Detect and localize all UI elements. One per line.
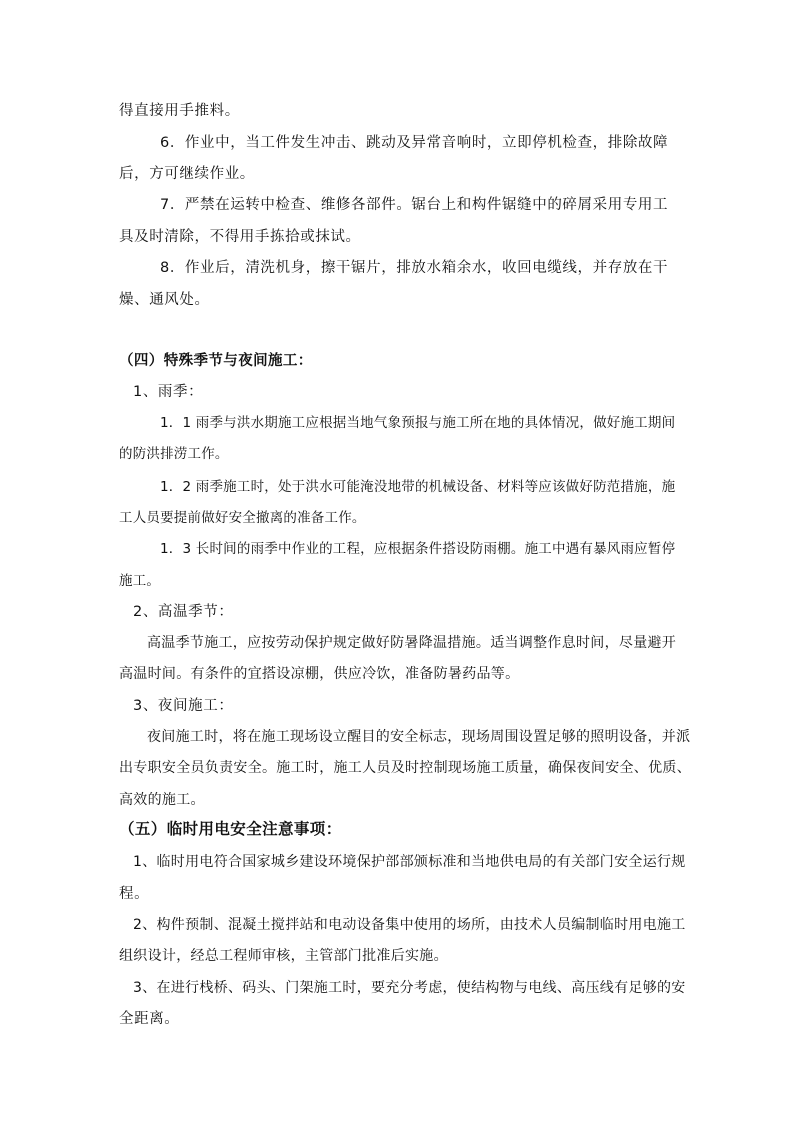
text-line: 程。 [119,886,150,902]
text-line: 1．3 长时间的雨季中作业的工程，应根据条件搭设防雨棚。施工中遇有暴风雨应暂停 [160,541,676,557]
text-line: 高温季节施工，应按劳动保护规定做好防暑降温措施。适当调整作息时间，尽量避开 [147,635,677,651]
text-line: 高效的施工。 [119,792,205,808]
text-line: 2、构件预制、混凝土搅拌站和电动设备集中使用的场所，由技术人员编制临时用电施工 [133,917,686,933]
subsection-heading: 2、高温季节： [133,604,234,620]
text-line: 8．作业后，清洗机身，擦干锯片，排放水箱余水，收回电缆线，并存放在干 [160,260,669,276]
text-line: 高温时间。有条件的宜搭设凉棚，供应冷饮，准备防暑药品等。 [119,666,520,682]
section-heading: （五）临时用电安全注意事项： [119,820,342,838]
text-line: 3、在进行栈桥、码头、门架施工时，要充分考虑，使结构物与电线、高压线有足够的安 [133,980,686,996]
text-line: 全距离。 [119,1011,180,1027]
text-line: 夜间施工时，将在施工现场设立醒目的安全标志，现场周围设置足够的照明设备，并派 [147,729,691,745]
text-line: 后，方可继续作业。 [119,166,255,182]
subsection-heading: 1、雨季： [133,384,204,400]
text-line: 7．严禁在运转中检查、维修各部件。锯台上和构件锯缝中的碎屑采用专用工 [160,197,669,213]
text-line: 1．2 雨季施工时，处于洪水可能淹没地带的机械设备、材料等应该做好防范措施，施 [160,479,676,495]
text-line: 组织设计，经总工程师审核，主管部门批准后实施。 [119,948,448,964]
text-line: 燥、通风处。 [119,292,210,308]
text-line: 得直接用手推料。 [119,103,240,119]
subsection-heading: 3、夜间施工： [133,698,234,714]
text-line: 工人员要提前做好安全撤离的准备工作。 [119,510,366,526]
text-line: 的防洪排涝工作。 [119,446,229,462]
text-line: 施工。 [119,573,161,589]
text-line: 1、临时用电符合国家城乡建设环境保护部部颁标准和当地供电局的有关部门安全运行规 [133,854,686,870]
text-line: 1．1 雨季与洪水期施工应根据当地气象预报与施工所在地的具体情况，做好施工期间 [160,415,676,431]
text-line: 具及时清除，不得用手拣拾或抹试。 [119,229,361,245]
text-line: 出专职安全员负责安全。施工时，施工人员及时控制现场施工质量，确保夜间安全、优质、 [119,760,691,776]
text-line: 6．作业中，当工件发生冲击、跳动及异常音响时，立即停机检查，排除故障 [160,135,669,151]
section-heading: （四）特殊季节与夜间施工： [119,353,313,369]
